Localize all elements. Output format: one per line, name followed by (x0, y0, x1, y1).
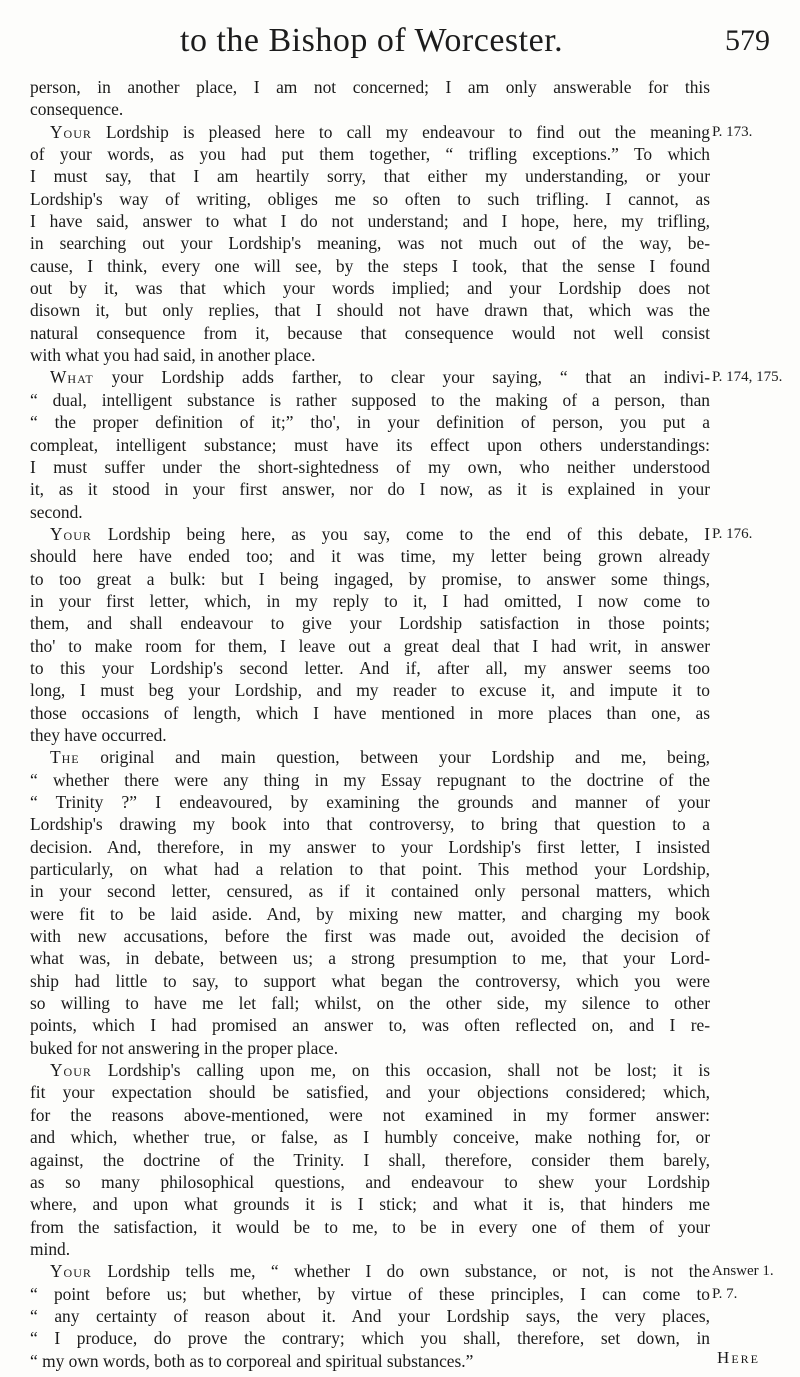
line-text: “ whether there were any thing in my Essay repugnant to the doctrine of the (30, 769, 710, 790)
text-line (30, 1037, 710, 1059)
text-line (30, 411, 710, 433)
text-line (30, 657, 710, 679)
line-text: with new accusations, before the first was made out, avoided the decision of (30, 926, 710, 947)
text-line (30, 724, 710, 746)
line-text: person, in another place, I am not concerned; I am only answerable for this (30, 77, 710, 97)
line-text: Lordship being here, as you say, come to the end of this debate, I (91, 523, 710, 544)
line-text: from the satisfaction, it would be to me, to be in every one of them of your (30, 1216, 710, 1237)
running-title: to the Bishop of Worcester. (180, 22, 564, 59)
text-line (30, 434, 710, 456)
text-line (30, 277, 710, 299)
text-line (30, 1216, 710, 1238)
line-text: “ I produce, do prove the contrary; which you shall, therefore, set down, in (30, 1328, 710, 1349)
line-text: points, which I had promised an answer to, was often reflected on, and I re- (30, 1015, 710, 1036)
line-text: of your words, as you had put them together, “ trifling exceptions.” To which (30, 144, 710, 165)
text-line (30, 1059, 710, 1081)
margin-reference: Answer 1. (712, 1263, 774, 1279)
line-text: mind. (30, 1238, 71, 1259)
text-line (30, 478, 710, 500)
line-text: it, as it stood in your first answer, nor do I now, as it is explained in your (30, 479, 710, 500)
line-text: in your first letter, which, in my reply to it, I had omitted, I now come to (30, 590, 710, 611)
text-line (30, 858, 710, 880)
line-text: “ the proper definition of it;” tho', in your definition of person, you put a (30, 412, 710, 433)
text-line (30, 746, 710, 768)
text-line (30, 1126, 710, 1148)
text-line (30, 98, 710, 120)
text-line (30, 344, 710, 366)
text-line (30, 925, 710, 947)
paragraph-lead-word: Your (50, 1060, 92, 1081)
text-line (30, 121, 710, 143)
text-line (30, 992, 710, 1014)
line-text: second. (30, 501, 83, 522)
text-line (30, 456, 710, 478)
line-text: to too great a bulk: but I being ingaged, by promise, to answer some things, (30, 568, 710, 589)
line-text: should here have ended too; and it was time, my letter being grown already (30, 546, 710, 567)
line-text: out by it, was that which your words implied; and your Lordship does not (30, 278, 710, 299)
text-line (30, 232, 710, 254)
text-line (30, 255, 710, 277)
line-text: I have said, answer to what I do not understand; and I hope, here, my trifling, (30, 211, 710, 232)
line-text: them, and shall endeavour to give your Lordship satisfaction in those points; (30, 613, 710, 634)
line-text: for the reasons above-mentioned, were not examined in my former answer: (30, 1104, 710, 1125)
text-line (30, 366, 710, 388)
catchword: Here (717, 1348, 760, 1367)
paragraph-lead-word: Your (50, 121, 92, 142)
line-text: buked for not answering in the proper place. (30, 1037, 339, 1058)
text-line (30, 635, 710, 657)
line-text: “ point before us; but whether, by virtue of these principles, I can come to (30, 1283, 710, 1304)
text-line (30, 903, 710, 925)
text-line (30, 165, 710, 187)
line-text: “ my own words, both as to corporeal and spiritual substances.” (30, 1350, 474, 1371)
text-line (30, 1260, 710, 1282)
text-line (30, 702, 710, 724)
line-text: tho' to make room for them, I leave out a great deal that I had writ, in answer (30, 635, 710, 656)
line-text: ship had little to say, to support what began the controversy, which you were (30, 970, 710, 991)
text-line (30, 1350, 710, 1372)
line-text: fit your expectation should be satisfied, and your objections considered; which, (30, 1082, 710, 1103)
text-line (30, 1014, 710, 1036)
text-line (30, 143, 710, 165)
text-line (30, 322, 710, 344)
text-line (30, 523, 710, 545)
text-line (30, 545, 710, 567)
text-line (30, 679, 710, 701)
line-text: decision. And, therefore, in my answer to your Lordship's first letter, I insisted (30, 836, 710, 857)
paragraph-lead-word: The (50, 747, 80, 768)
line-text: cause, I think, every one will see, by the steps I took, that the sense I found (30, 255, 710, 276)
text-line (30, 970, 710, 992)
running-head (0, 22, 800, 68)
line-text: as so many philosophical questions, and endeavour to shew your Lordship (30, 1171, 710, 1192)
text-line (30, 299, 710, 321)
text-line (30, 1081, 710, 1103)
line-text: “ any certainty of reason about it. And your Lordship says, the very places, (30, 1305, 710, 1326)
line-text: so willing to have me let fall; whilst, on the other side, my silence to other (30, 993, 710, 1014)
margin-reference: P. 176. (712, 526, 753, 542)
text-line (30, 836, 710, 858)
text-line (30, 501, 710, 523)
text-line (30, 76, 710, 98)
paragraph-lead-word: Your (50, 1261, 92, 1282)
text-line (30, 210, 710, 232)
line-text: what was, in debate, between us; a strong presumption to me, that your Lord- (30, 948, 710, 969)
paragraph-lead-word: What (50, 367, 94, 388)
text-line (30, 813, 710, 835)
line-text: disown it, but only replies, that I should not have drawn that, which was the (30, 300, 710, 321)
line-text: I must say, that I am heartily sorry, that either my understanding, or your (30, 166, 710, 187)
text-line (30, 389, 710, 411)
text-line (30, 612, 710, 634)
line-text: and which, whether true, or false, as I humbly conceive, make nothing for, or (30, 1127, 710, 1148)
line-text: where, and upon what grounds it is I stick; and what it is, that hinders me (30, 1194, 710, 1215)
line-text: I must suffer under the short-sightedness of my own, who neither understood (30, 456, 710, 477)
line-text: those occasions of length, which I have mentioned in more places than one, as (30, 702, 710, 723)
line-text: Lordship's drawing my book into that controversy, to bring that question to a (30, 814, 710, 835)
text-line (30, 1283, 710, 1305)
line-text: “ Trinity ?” I endeavoured, by examining the grounds and manner of your (30, 792, 710, 812)
line-text: Lordship's calling upon me, on this occasion, shall not be lost; it is (91, 1060, 710, 1081)
line-text: long, I must beg your Lordship, and my reader to excuse it, and impute it to (30, 680, 710, 701)
line-text: compleat, intelligent substance; must have its effect upon others understandings: (30, 434, 710, 455)
text-line (30, 188, 710, 210)
page-number: 579 (725, 24, 770, 57)
line-text: original and main question, between your Lordship and me, being, (79, 747, 710, 768)
text-line (30, 568, 710, 590)
line-text: Lordship tells me, “ whether I do own substance, or not, is not the (91, 1261, 710, 1282)
text-line (30, 1305, 710, 1327)
text-line (30, 947, 710, 969)
text-line (30, 1327, 710, 1349)
margin-reference: P. 7. (712, 1286, 738, 1302)
line-text: they have occurred. (30, 724, 167, 745)
paragraph-lead-word: Your (50, 523, 92, 544)
line-text: natural consequence from it, because that consequence would not well consist (30, 322, 710, 343)
line-text: consequence. (30, 99, 124, 120)
text-line (30, 1171, 710, 1193)
line-text: Lordship is pleased here to call my endeavour to find out the meaning (91, 121, 710, 142)
margin-reference: P. 173. (712, 124, 753, 140)
line-text: with what you had said, in another place. (30, 345, 316, 366)
text-line (30, 791, 710, 813)
line-text: in searching out your Lordship's meaning, was not much out of the way, be- (30, 233, 710, 254)
text-line (30, 1104, 710, 1126)
line-text: “ dual, intelligent substance is rather supposed to the making of a person, than (30, 389, 710, 410)
body-text (30, 76, 710, 1372)
line-text: your Lordship adds farther, to clear your saying, “ that an indivi- (93, 367, 710, 388)
text-line (30, 769, 710, 791)
line-text: particularly, on what had a relation to that point. This method your Lordship, (30, 859, 710, 880)
text-line (30, 1193, 710, 1215)
text-line (30, 1149, 710, 1171)
line-text: were fit to be laid aside. And, by mixing new matter, and charging my book (30, 903, 710, 924)
line-text: in your second letter, censured, as if it contained only personal matters, which (30, 881, 710, 902)
text-line (30, 880, 710, 902)
line-text: to this your Lordship's second letter. And if, after all, my answer seems too (30, 657, 710, 678)
line-text: against, the doctrine of the Trinity. I shall, therefore, consider them barely, (30, 1149, 710, 1170)
margin-reference: P. 174, 175. (712, 369, 783, 385)
text-line (30, 1238, 710, 1260)
text-line (30, 590, 710, 612)
line-text: Lordship's way of writing, obliges me so often to such trifling. I cannot, as (30, 188, 710, 209)
